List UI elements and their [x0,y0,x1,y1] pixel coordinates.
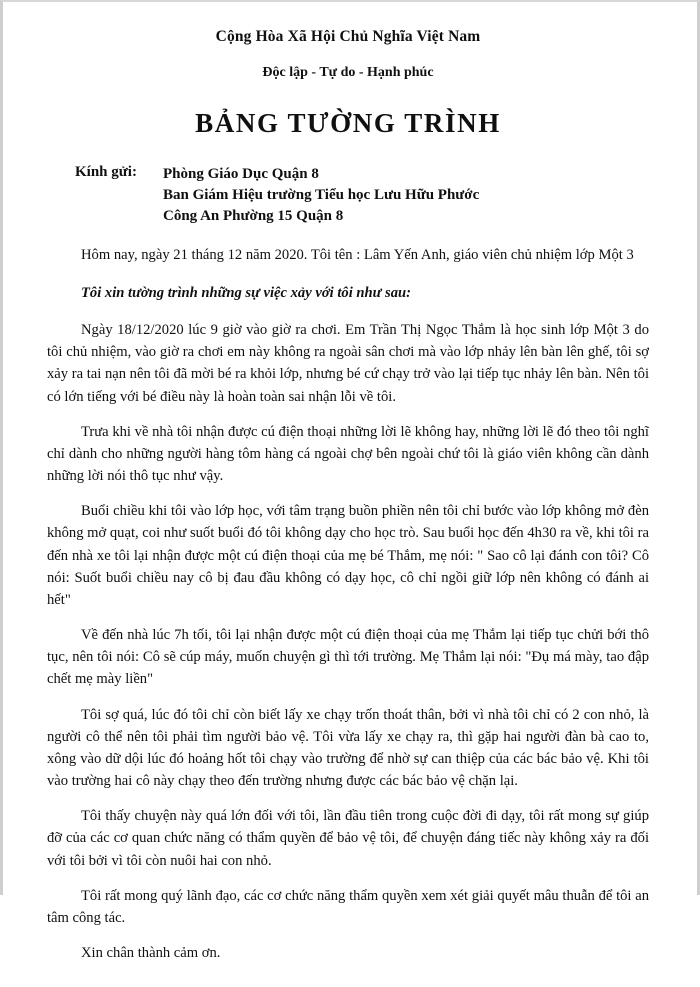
document-title: BẢNG TƯỜNG TRÌNH [195,108,501,139]
body-paragraph-4: Về đến nhà lúc 7h tối, tôi lại nhận được một cú điện thoại của mẹ Thắm lại tiếp tục chửi bới thô tục, nên tôi nói: Cô sẽ cúp máy, muốn chuyện gì thì tới trường. Mẹ Thắm lại nói: "Đụ má mày, tao đập chết mẹ mày liền" [47,627,649,688]
body-paragraph-6: Tôi thấy chuyện này quá lớn đối với tôi, lần đầu tiên trong cuộc đời đi dạy, tôi rất mong sự giúp đỡ của các cơ quan chức năng có thẩm quyền để bảo vệ tôi, để chuyện đáng tiếc này không xảy ra đối với tôi bởi vì tôi còn nuôi hai con nhỏ. [47,808,649,869]
document-content [3,2,697,987]
recipient-label: Kính gửi: [75,163,137,180]
closing-thanks: Xin chân thành cảm ơn. [81,945,221,962]
body-paragraph-3: Buổi chiều khi tôi vào lớp học, với tâm trạng buồn phiền nên tôi chỉ bước vào lớp không mở đèn không mở quạt, coi như suốt buổi đó tôi không dạy cho học trò. Sau buổi học đến 4h30 ra về, khi tôi ra đến nhà xe tôi lại nhận được một cú điện thoại của mẹ bé Thắm, mẹ nói: " Sao cô lại đánh con tôi? Cô nói: Suốt buổi chiều nay cô bị đau đầu không có dạy học, cô chỉ ngồi giữ lớp nên không có đánh ai hết" [47,503,649,608]
intro-paragraph: Hôm nay, ngày 21 tháng 12 năm 2020. Tôi tên : Lâm Yến Anh, giáo viên chủ nhiệm lớp Một 3 [81,246,634,263]
recipient-block [47,164,649,228]
nation-name: Cộng Hòa Xã Hội Chủ Nghĩa Việt Nam [215,28,481,45]
recipient-item-2: Ban Giám Hiệu trường Tiểu học Lưu Hữu Phước [163,187,480,204]
national-motto: Độc lập - Tự do - Hạnh phúc [262,64,434,80]
body-paragraph-2: Trưa khi về nhà tôi nhận được cú điện thoại những lời lẽ không hay, những lời lẽ đó theo tôi nghĩ chỉ dành cho những người hàng tôm hàng cá ngoài chợ bên ngoài chứ tôi là giáo viên không cần dành những lời nói thô tục như vậy. [47,423,649,485]
body-paragraph-7: Tôi rất mong quý lãnh đạo, các cơ chức năng thẩm quyền xem xét giải quyết mâu thuẫn để tôi an tâm công tác. [47,887,649,926]
recipient-item-3: Công An Phường 15 Quận 8 [163,208,344,225]
recipient-item-1: Phòng Giáo Dục Quận 8 [163,165,319,182]
body-paragraph-1: Ngày 18/12/2020 lúc 9 giờ vào giờ ra chơi. Em Trần Thị Ngọc Thắm là học sinh lớp Một 3 do tôi chủ nhiệm, vào giờ ra chơi em này không ra ngoài sân chơi mà vào lớp nhảy lên bàn lên ghế, tôi sợ xảy ra tai nạn nên tôi đã mời bé ra khỏi lớp, nhưng bé cứ chạy trở vào lại tiếp tục nhảy lên bàn. Nên tôi có lớn tiếng với bé điều này là hoàn toàn sai nhận lỗi về tôi. [47,322,649,405]
document-body [47,244,649,965]
recipient-list [163,164,479,228]
statement-intro-line: Tôi xin tường trình những sự việc xảy với tôi như sau: [81,284,411,301]
body-paragraph-5: Tôi sợ quá, lúc đó tôi chỉ còn biết lấy xe chạy trốn thoát thân, bởi vì nhà tôi chỉ có 2 con nhỏ, là người cô thể nên tôi phải tìm người bảo vệ. Tôi vừa lấy xe chạy ra, thì gặp hai người đàn bà cao to, xông vào dữ dội lúc đó hoảng hốt tôi chạy vào trường để nhờ sự can thiệp của các bác bảo vệ. Khi tôi vào trường hai cô này chạy theo đến trường nhưng được các bác bảo vệ chặn lại. [47,706,649,790]
national-header [47,28,649,140]
